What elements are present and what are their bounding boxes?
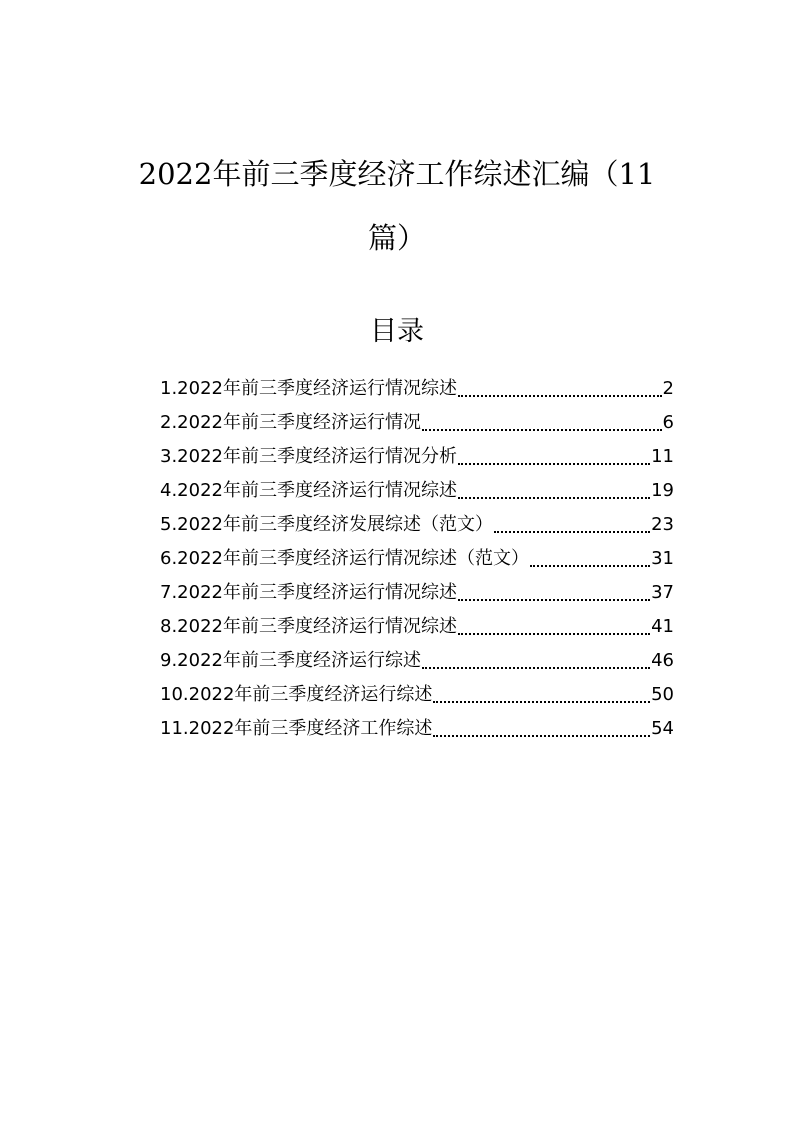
- toc-entry[interactable]: [160, 712, 674, 746]
- toc-entry-page: 46: [651, 650, 674, 671]
- toc-entry-label: 3.2022年前三季度经济运行情况分析: [160, 446, 457, 467]
- dot-leader: [458, 395, 662, 397]
- dot-leader: [530, 565, 650, 567]
- dot-leader: [458, 497, 650, 499]
- dot-leader: [422, 667, 650, 669]
- title-line-1: 2022年前三季度经济工作综述汇编（11: [138, 157, 656, 191]
- toc-entry-label: 1.2022年前三季度经济运行情况综述: [160, 378, 457, 399]
- toc-entry[interactable]: [160, 508, 674, 542]
- toc-entry-label: 8.2022年前三季度经济运行情况综述: [160, 616, 457, 637]
- toc-entry-label: 2.2022年前三季度经济运行情况: [160, 412, 421, 433]
- dot-leader: [433, 735, 650, 737]
- toc-entry-label: 9.2022年前三季度经济运行综述: [160, 650, 421, 671]
- toc-entry-page: 37: [651, 582, 674, 603]
- toc-entry-page: 54: [651, 718, 674, 739]
- toc-entry-label: 11.2022年前三季度经济工作综述: [160, 718, 433, 739]
- toc-entry[interactable]: [160, 542, 674, 576]
- toc-heading: 目录: [370, 316, 424, 347]
- dot-leader: [433, 701, 650, 703]
- toc-entry[interactable]: [160, 474, 674, 508]
- toc-entry-page: 50: [651, 684, 674, 705]
- toc-entry[interactable]: [160, 678, 674, 712]
- toc-entry[interactable]: [160, 440, 674, 474]
- toc-entry-page: 31: [651, 548, 674, 569]
- table-of-contents: [160, 372, 674, 746]
- dot-leader: [458, 463, 650, 465]
- dot-leader: [494, 531, 650, 533]
- toc-entry-page: 6: [662, 412, 674, 433]
- toc-entry-label: 10.2022年前三季度经济运行综述: [160, 684, 433, 705]
- dot-leader: [458, 599, 650, 601]
- toc-entry[interactable]: [160, 610, 674, 644]
- toc-entry-page: 2: [662, 378, 674, 399]
- title-line-2: 篇）: [367, 221, 426, 255]
- toc-entry-label: 6.2022年前三季度经济运行情况综述（范文）: [160, 548, 529, 569]
- document-title: [120, 142, 674, 270]
- toc-entry[interactable]: [160, 576, 674, 610]
- toc-entry-page: 11: [651, 446, 674, 467]
- toc-entry-page: 41: [651, 616, 674, 637]
- dot-leader: [422, 429, 662, 431]
- toc-entry-label: 7.2022年前三季度经济运行情况综述: [160, 582, 457, 603]
- toc-entry[interactable]: [160, 644, 674, 678]
- toc-entry-label: 4.2022年前三季度经济运行情况综述: [160, 480, 457, 501]
- toc-entry[interactable]: [160, 372, 674, 406]
- dot-leader: [458, 633, 650, 635]
- toc-entry-page: 19: [651, 480, 674, 501]
- toc-entry-page: 23: [651, 514, 674, 535]
- toc-entry[interactable]: [160, 406, 674, 440]
- toc-entry-label: 5.2022年前三季度经济发展综述（范文）: [160, 514, 493, 535]
